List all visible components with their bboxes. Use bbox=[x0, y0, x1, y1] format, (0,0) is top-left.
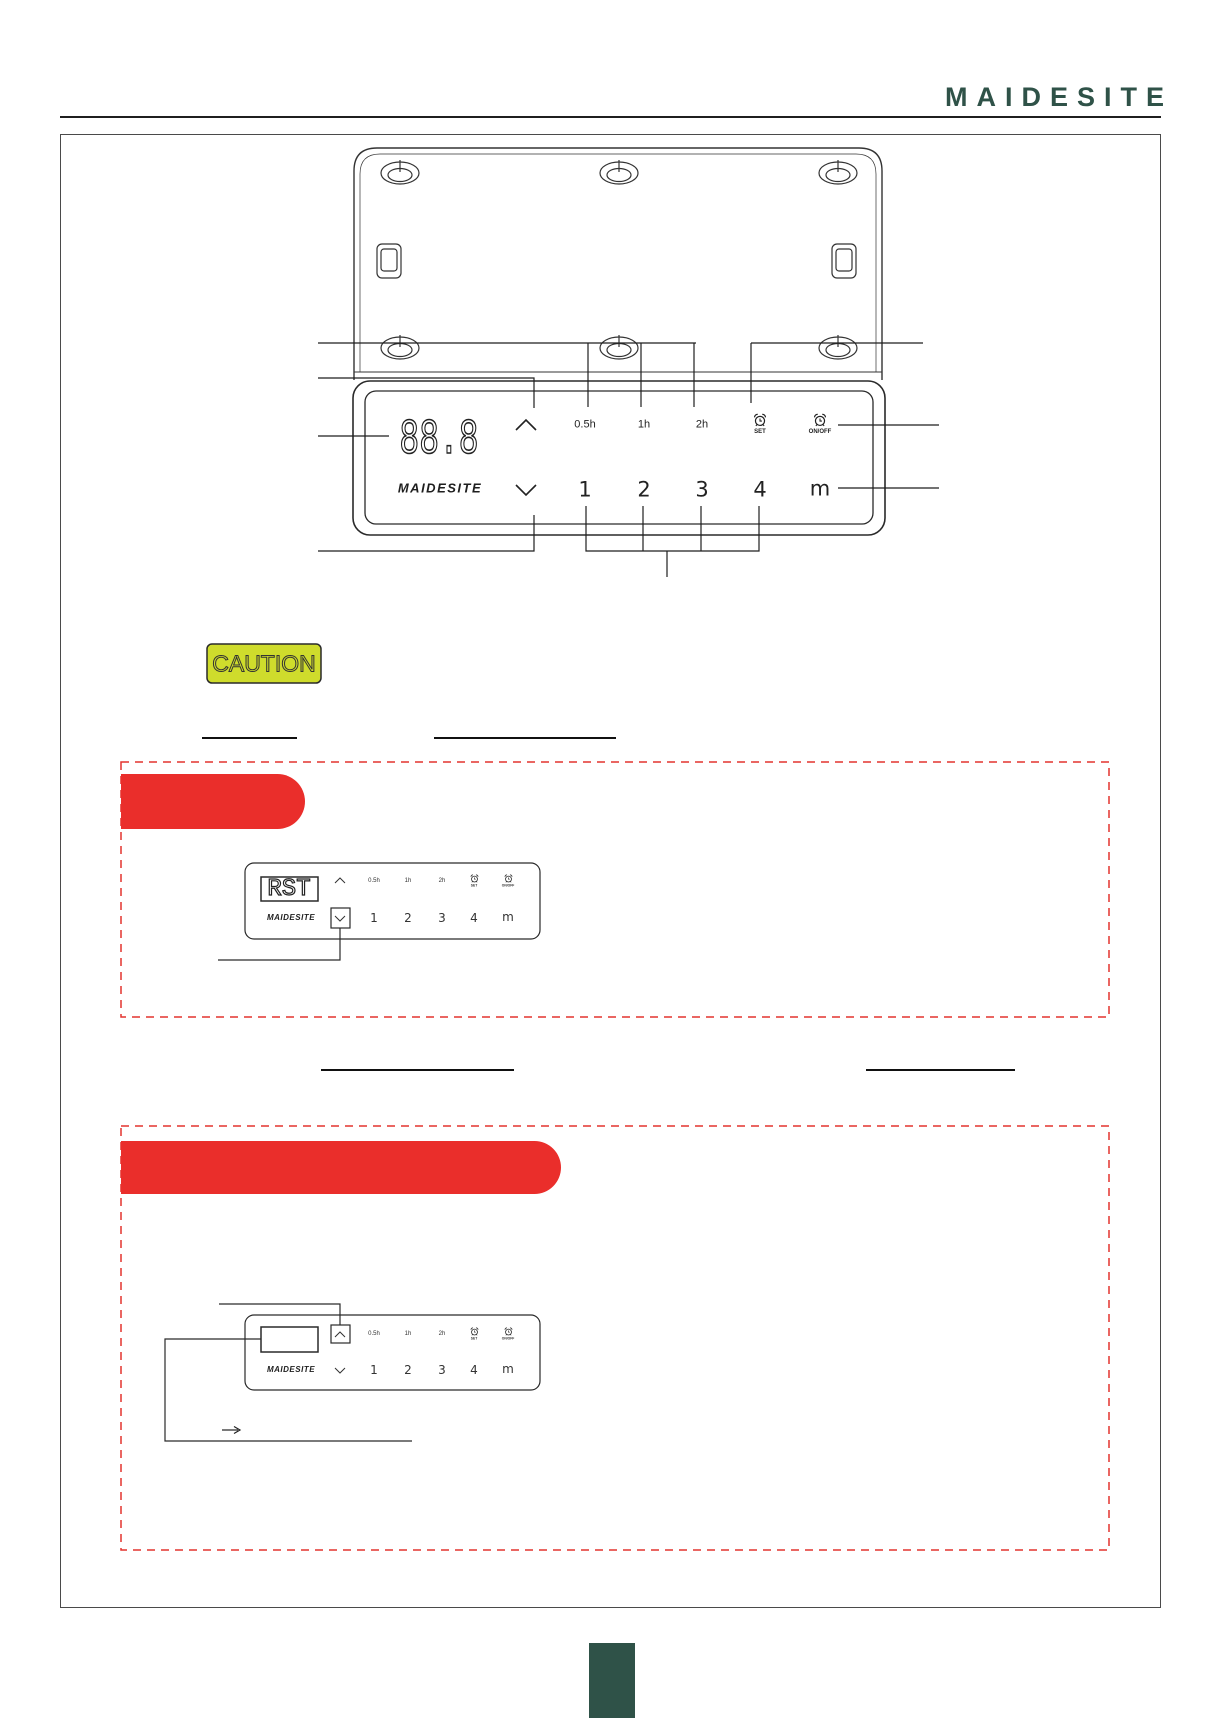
screw-holes bbox=[381, 160, 857, 359]
callout-reset-down-key bbox=[218, 928, 340, 960]
timer-preset-0-5h: 0.5h bbox=[368, 878, 380, 884]
panel-brand-logo: MAIDESITE bbox=[266, 1365, 316, 1374]
alarm-set-label: SET bbox=[754, 429, 766, 435]
memory-key-3: 3 bbox=[438, 1363, 446, 1377]
side-clips bbox=[377, 244, 856, 278]
caution-badge: CAUTION bbox=[212, 650, 316, 677]
memory-set-key: m bbox=[809, 476, 831, 501]
timer-preset-2h: 2h bbox=[438, 878, 446, 884]
alarm-clock-icon bbox=[813, 413, 827, 427]
memory-key-1: 1 bbox=[578, 477, 592, 502]
screw-hole bbox=[381, 335, 419, 359]
panel-brand-logo: MAIDESITE bbox=[266, 913, 316, 922]
text-underlines bbox=[202, 738, 1015, 1070]
chevron-down-icon bbox=[514, 483, 538, 497]
alarm-clock-icon bbox=[470, 874, 479, 883]
chevron-up-icon bbox=[334, 1331, 346, 1338]
memory-key-1: 1 bbox=[370, 1363, 378, 1377]
arrow-right-icon bbox=[222, 1425, 242, 1435]
content-frame bbox=[61, 135, 1161, 1608]
memory-key-3: 3 bbox=[695, 477, 709, 502]
height-display-frame bbox=[261, 1327, 318, 1352]
reset-section-tab bbox=[121, 774, 305, 829]
memory-key-4: 4 bbox=[753, 477, 767, 502]
screw-hole bbox=[600, 335, 638, 359]
timer-preset-1h: 1h bbox=[404, 1331, 412, 1337]
screw-hole bbox=[381, 160, 419, 184]
alarm-clock-icon bbox=[504, 1327, 513, 1336]
timer-preset-0-5h: 0.5h bbox=[574, 418, 596, 431]
timer-preset-2h: 2h bbox=[695, 418, 709, 431]
side-clip bbox=[377, 244, 401, 278]
screw-hole bbox=[819, 160, 857, 184]
memory-key-3: 3 bbox=[438, 911, 446, 925]
chevron-down-icon bbox=[334, 1367, 346, 1374]
alarm-toggle-label: ON/OFF bbox=[501, 884, 515, 888]
timer-preset-0-5h: 0.5h bbox=[368, 1331, 380, 1337]
timer-preset-1h: 1h bbox=[637, 418, 651, 431]
brand-logo: MAIDESITE bbox=[944, 82, 1173, 112]
alarm-clock-icon bbox=[753, 413, 767, 427]
height-display: 88.8 bbox=[399, 412, 479, 469]
memory-key-1: 1 bbox=[370, 911, 378, 925]
mounting-plate bbox=[354, 148, 882, 380]
chevron-up-icon bbox=[334, 877, 346, 884]
alarm-toggle-label: ON/OFF bbox=[501, 1337, 515, 1341]
memory-key-2: 2 bbox=[404, 911, 412, 925]
chevron-up-icon bbox=[514, 418, 538, 432]
timer-preset-2h: 2h bbox=[438, 1331, 446, 1337]
reset-display: RST bbox=[267, 876, 311, 903]
panel-brand-logo: MAIDESITE bbox=[397, 480, 483, 496]
screw-hole bbox=[819, 335, 857, 359]
side-clip bbox=[832, 244, 856, 278]
screw-hole bbox=[600, 160, 638, 184]
alarm-clock-icon bbox=[470, 1327, 479, 1336]
memory-key-2: 2 bbox=[404, 1363, 412, 1377]
timer-preset-1h: 1h bbox=[404, 878, 412, 884]
memory-set-key: m bbox=[502, 1362, 514, 1376]
alarm-set-label: SET bbox=[470, 884, 478, 888]
alarm-set-label: SET bbox=[470, 1337, 478, 1341]
memory-set-key: m bbox=[502, 910, 514, 924]
page-number-tab bbox=[589, 1643, 635, 1718]
memory-key-2: 2 bbox=[637, 477, 651, 502]
alarm-clock-icon bbox=[504, 874, 513, 883]
memory-key-4: 4 bbox=[470, 1363, 478, 1377]
alarm-toggle-label: ON/OFF bbox=[808, 429, 832, 435]
memory-key-4: 4 bbox=[470, 911, 478, 925]
height-section-tab bbox=[121, 1141, 561, 1194]
height-panel-outline bbox=[165, 1304, 540, 1441]
chevron-down-icon bbox=[334, 915, 346, 922]
